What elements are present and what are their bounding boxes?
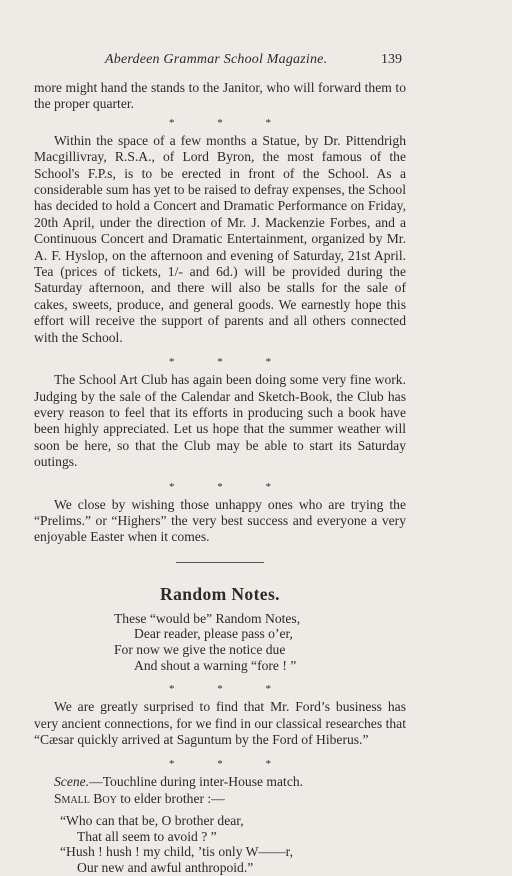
section-divider-stars: * * * bbox=[169, 116, 291, 129]
speaker-label: Small Boy bbox=[54, 790, 117, 806]
header-title: Aberdeen Grammar School Magazine. bbox=[105, 52, 328, 67]
scene-description bbox=[54, 774, 406, 807]
section-divider-stars: * * * bbox=[169, 758, 291, 771]
dialogue-verse bbox=[60, 813, 406, 875]
section-heading: Random Notes. bbox=[160, 583, 280, 604]
paragraph-art-club: The School Art Club has again been doing some very fine work. Judging by the sale of the Calendar and Sketch-Book, the Club has every reason to feel that its efforts in producing such a book have been highly appreciated. Let us hope that the summer weather will soon be here, so that the Club may be able to start its Saturday outings. bbox=[34, 372, 406, 470]
quote-line: “Who can that be, O brother dear, bbox=[60, 813, 244, 829]
verse-line: These “would be” Random Notes, bbox=[114, 610, 301, 626]
speaker-direction: to elder brother :— bbox=[116, 790, 225, 806]
paragraph-janitor: more might hand the stands to the Janitor, who will forward them to the proper quarter. bbox=[34, 80, 406, 112]
verse-line: Dear reader, please pass o’er, bbox=[134, 626, 293, 642]
quote-line: That all seem to avoid ? ” bbox=[77, 828, 217, 844]
scene-label: Scene. bbox=[54, 774, 90, 790]
quote-line: Our new and awful anthropoid.” bbox=[77, 859, 254, 875]
verse-line: For now we give the notice due bbox=[114, 641, 286, 657]
page-body bbox=[34, 80, 406, 876]
intro-verse bbox=[114, 611, 406, 673]
section-divider-stars: * * * bbox=[169, 683, 291, 696]
quote-line: “Hush ! hush ! my child, ’tis only W——r, bbox=[60, 844, 294, 860]
paragraph-statue: Within the space of a few months a Statue, by Dr. Pittendrigh Macgillivray, R.S.A., of Lord Byron, the most famous of the School's F.P.s, is to be erected in front of the School. As a considerable sum has yet to be raised to defray expenses, the School has decided to hold a Concert and Dramatic Performance on Friday, 20th April, under the direction of Mr. J. Mackenzie Forbes, and a Continuous Concert and Dramatic Entertainment, organized by Mr. A. F. Hyslop, on the afternoon and evening of Saturday, 21st April. Tea (prices of tickets, 1/- and 6d.) will be provided during the Saturday afternoon, and there will also be stalls for the sale of cakes, sweets, produce, and general goods. We earnestly hope this effort will receive the support of parents and all others connected with the School. bbox=[34, 132, 406, 345]
horizontal-rule bbox=[176, 562, 264, 563]
section-divider-stars: * * * bbox=[169, 480, 291, 493]
paragraph-closing: We close by wishing those unhappy ones who are trying the “Prelims.” or “Highers” the very best success and everyone a very enjoyable Easter when it comes. bbox=[34, 496, 406, 545]
section-divider-stars: * * * bbox=[169, 356, 291, 369]
page-number: 139 bbox=[381, 52, 402, 67]
scene-text: —Touchline during inter-House match. bbox=[89, 774, 304, 790]
paragraph-ford: We are greatly surprised to find that Mr. Ford’s business has very ancient connections, for we find in our classical researches that “Cæsar quickly arrived at Saguntum by the Ford of Hiberus.” bbox=[34, 699, 406, 747]
verse-line: And shout a warning “fore ! ” bbox=[134, 657, 297, 673]
running-header bbox=[0, 52, 512, 70]
